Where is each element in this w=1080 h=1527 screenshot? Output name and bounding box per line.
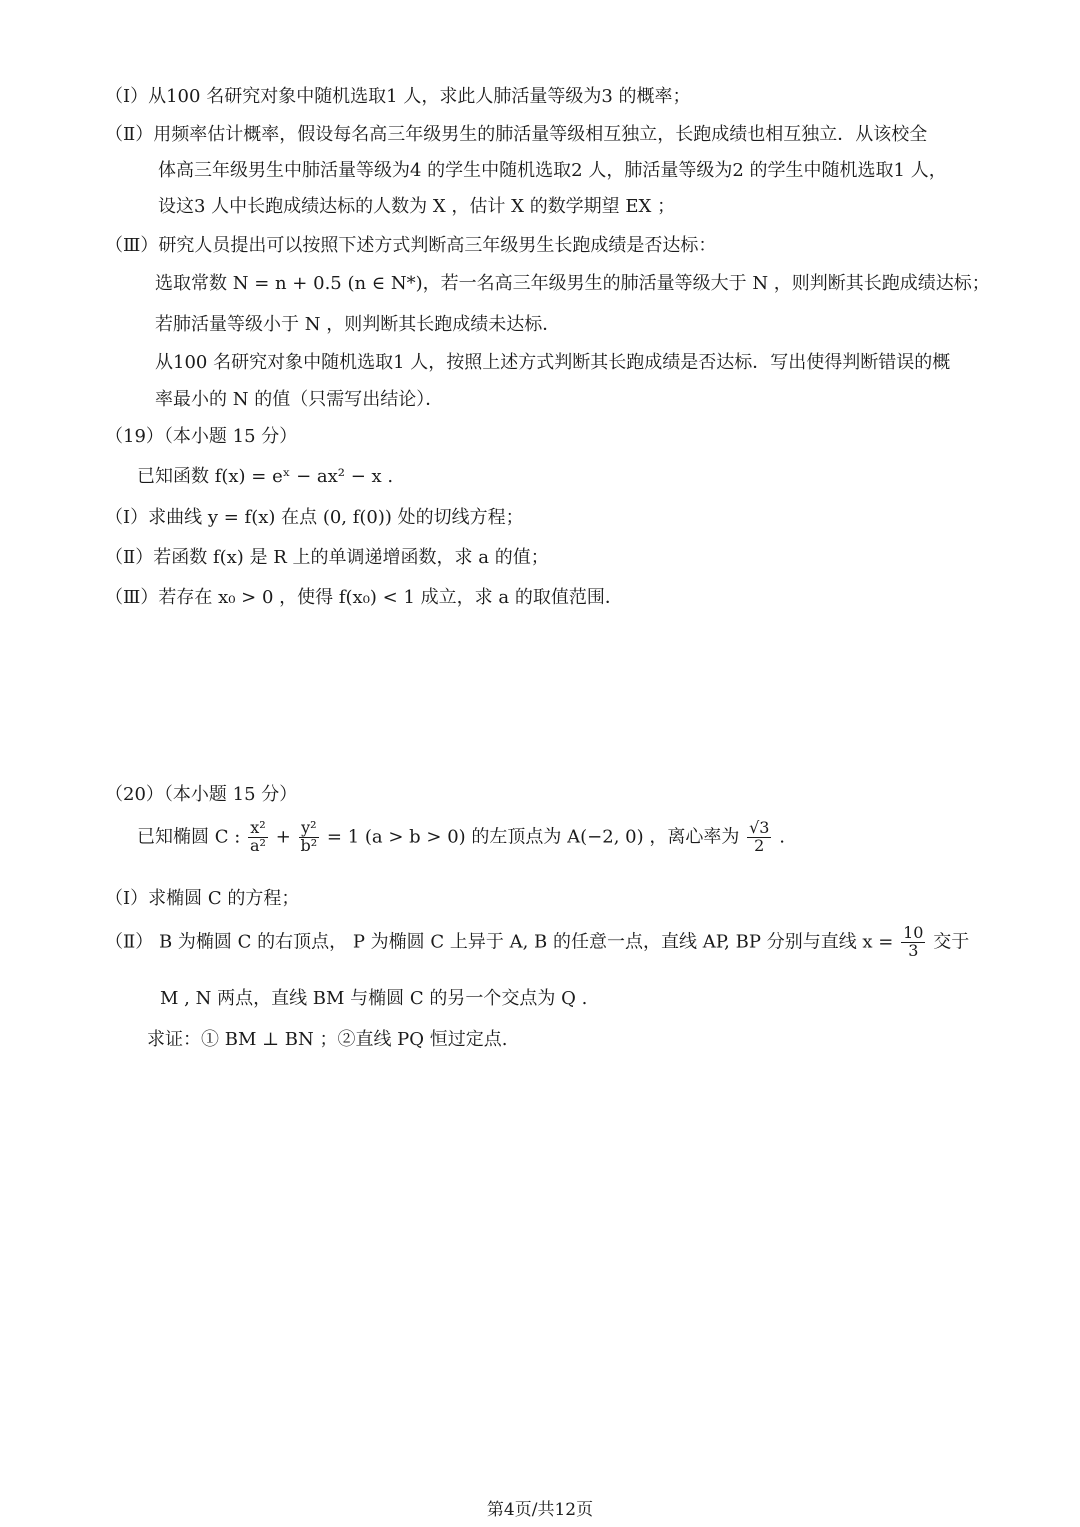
q20-part2-proof: 求证：① BM ⊥ BN ；②直线 PQ 恒过定点. xyxy=(147,1029,508,1050)
q18-part2-line3: 设这3 人中长跑成绩达标的人数为 X ，估计 X 的数学期望 EX ； xyxy=(158,196,676,217)
fraction-numerator: √3 xyxy=(749,818,770,837)
q20-given-pre: 已知椭圆 C : xyxy=(137,826,241,848)
q19-given: 已知函数 f(x) = eˣ − ax² − x . xyxy=(137,466,394,487)
q20-given-mid: = 1 (a > b > 0) 的左顶点为 A(−2, 0) ，离心率为 xyxy=(326,826,740,848)
fraction-denominator: 2 xyxy=(754,835,765,855)
fraction-numerator: y² xyxy=(301,818,317,837)
q19-part2: （Ⅱ）若函数 f(x) 是 R 上的单调递增函数，求 a 的值； xyxy=(105,547,549,568)
plus-sign: + xyxy=(275,826,291,848)
q20-part2-pre: （Ⅱ） B 为椭圆 C 的右顶点， P 为椭圆 C 上异于 A, B 的任意一点，直线 AP, BP 分别与直线 x = xyxy=(105,931,894,953)
q18-part3-line3: 若肺活量等级小于 N ，则判断其长跑成绩未达标． xyxy=(155,314,561,335)
fraction-numerator: x² xyxy=(250,818,266,837)
q20-part2-line2: M , N 两点，直线 BM 与椭圆 C 的另一个交点为 Q . xyxy=(160,988,588,1009)
fraction-denominator: a² xyxy=(250,835,266,855)
q18-part3-line5: 率最小的 N 的值（只需写出结论）． xyxy=(155,389,444,410)
fraction-denominator: b² xyxy=(300,835,318,855)
q18-part3-line1: （Ⅲ）研究人员提出可以按照下述方式判断高三年级男生长跑成绩是否达标： xyxy=(105,235,717,256)
fraction-numerator: 10 xyxy=(903,923,924,942)
q19-part1: （Ⅰ）求曲线 y = f(x) 在点 (0, f(0)) 处的切线方程； xyxy=(105,507,524,528)
fraction-10-over-3 xyxy=(901,925,925,960)
q18-part2-line1: （Ⅱ）用频率估计概率，假设每名高三年级男生的肺活量等级相互独立，长跑成绩也相互独立．从该校全 xyxy=(105,124,928,145)
q19-header: （19）（本小题 15 分） xyxy=(105,426,298,447)
q18-part1: （Ⅰ）从100 名研究对象中随机选取1 人，求此人肺活量等级为3 的概率； xyxy=(105,86,691,107)
q20-given xyxy=(137,820,785,855)
q19-part3: （Ⅲ）若存在 x₀ > 0 ，使得 f(x₀) < 1 成立，求 a 的取值范围． xyxy=(105,587,623,608)
fraction-denominator: 3 xyxy=(908,940,919,960)
page-number: 第4页/共12页 xyxy=(486,1500,594,1520)
q20-part2-line1 xyxy=(105,925,969,960)
q20-part2-post: 交于 xyxy=(933,931,970,953)
q20-given-end: . xyxy=(779,826,785,848)
fraction-x2-over-a2 xyxy=(248,820,268,855)
fraction-sqrt3-over-2 xyxy=(747,820,771,855)
q18-part3-line4: 从100 名研究对象中随机选取1 人，按照上述方式判断其长跑成绩是否达标．写出使得判断错误的概 xyxy=(155,352,951,373)
q20-part1: （Ⅰ）求椭圆 C 的方程； xyxy=(105,888,300,909)
q18-part2-line2: 体高三年级男生中肺活量等级为4 的学生中随机选取2 人，肺活量等级为2 的学生中随机选取1 人， xyxy=(158,160,947,181)
q20-header: （20）（本小题 15 分） xyxy=(105,784,298,805)
fraction-y2-over-b2 xyxy=(299,820,320,855)
q18-part3-line2: 选取常数 N = n + 0.5 (n ∈ N*)，若一名高三年级男生的肺活量等级大于 N ，则判断其长跑成绩达标； xyxy=(155,273,990,294)
